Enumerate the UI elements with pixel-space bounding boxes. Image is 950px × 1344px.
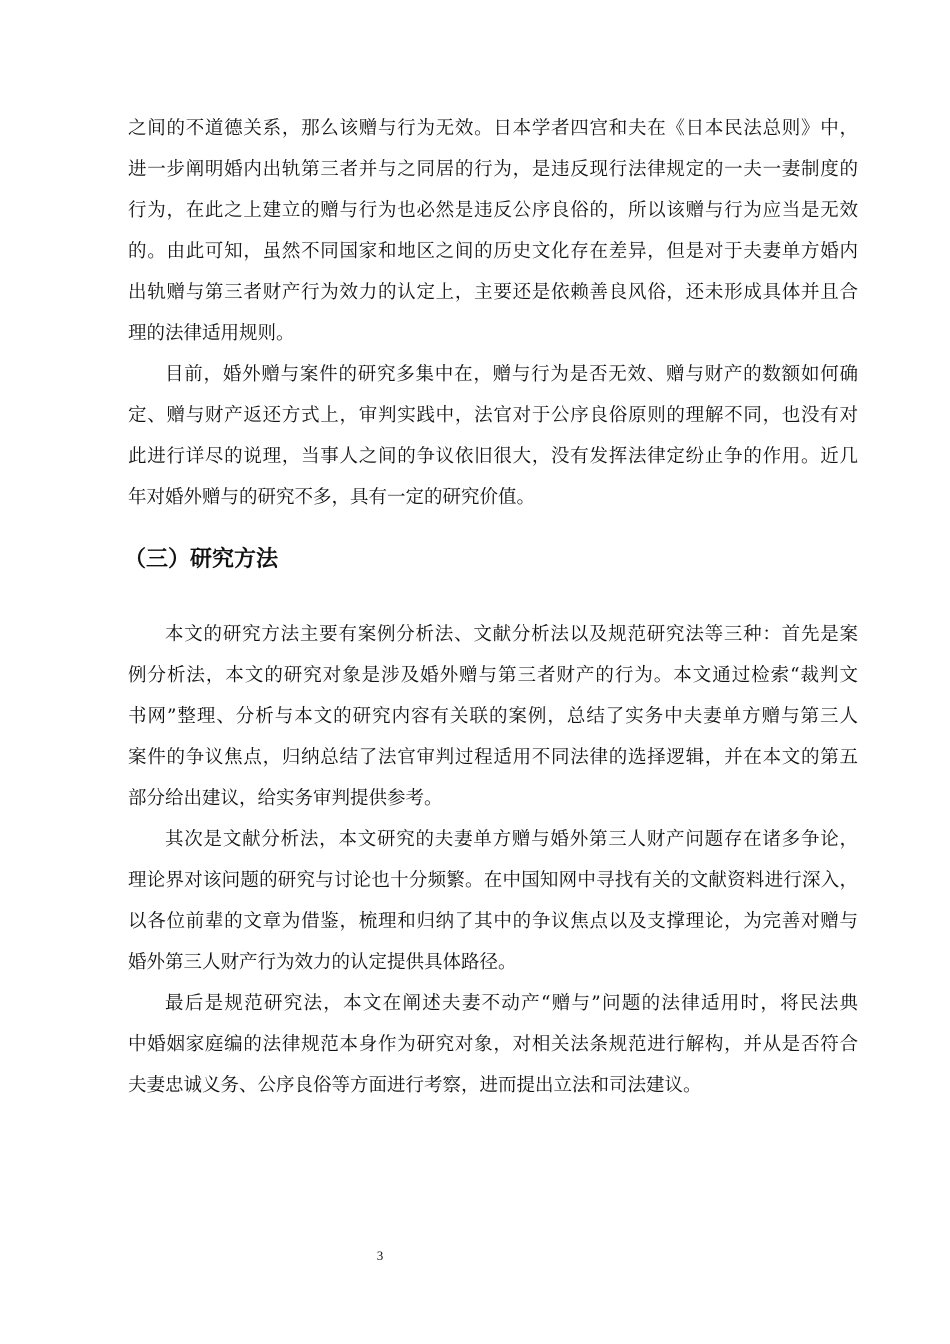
text-line: 部分给出建议，给实务审判提供参考。 bbox=[128, 788, 443, 809]
text-line: 此进行详尽的说理，当事人之间的争议依旧很大，没有发挥法律定纷止争的作用。近几 bbox=[128, 446, 858, 467]
text-line: 目前，婚外赠与案件的研究多集中在，赠与行为是否无效、赠与财产的数额如何确 bbox=[165, 364, 858, 385]
text-line: 进一步阐明婚内出轨第三者并与之同居的行为，是违反现行法律规定的一夫一妻制度的 bbox=[128, 159, 858, 180]
text-line: 的。由此可知，虽然不同国家和地区之间的历史文化存在差异，但是对于夫妻单方婚内 bbox=[128, 241, 858, 262]
text-line: 其次是文献分析法，本文研究的夫妻单方赠与婚外第三人财产问题存在诸多争论， bbox=[165, 829, 858, 850]
text-line: 最后是规范研究法，本文在阐述夫妻不动产“赠与”问题的法律适用时，将民法典 bbox=[165, 993, 858, 1014]
text-line: 中婚姻家庭编的法律规范本身作为研究对象，对相关法条规范进行解构，并从是否符合 bbox=[128, 1034, 858, 1055]
text-line: 婚外第三人财产行为效力的认定提供具体路径。 bbox=[128, 952, 517, 973]
section-heading: （三）研究方法 bbox=[124, 547, 279, 572]
text-line: 案件的争议焦点，归纳总结了法官审判过程适用不同法律的选择逻辑，并在本文的第五 bbox=[128, 747, 858, 768]
paragraph-1 bbox=[128, 108, 858, 354]
paragraph-3 bbox=[128, 614, 858, 819]
paragraph-5 bbox=[128, 983, 858, 1106]
text-line: 年对婚外赠与的研究不多，具有一定的研究价值。 bbox=[128, 487, 536, 508]
text-line: 理论界对该问题的研究与讨论也十分频繁。在中国知网中寻找有关的文献资料进行深入， bbox=[128, 870, 858, 891]
text-line: 以各位前辈的文章为借鉴，梳理和归纳了其中的争议焦点以及支撑理论，为完善对赠与 bbox=[128, 911, 858, 932]
text-line: 本文的研究方法主要有案例分析法、文献分析法以及规范研究法等三种：首先是案 bbox=[165, 624, 858, 645]
text-line: 定、赠与财产返还方式上，审判实践中，法官对于公序良俗原则的理解不同，也没有对 bbox=[128, 405, 858, 426]
text-line: 行为，在此之上建立的赠与行为也必然是违反公序良俗的，所以该赠与行为应当是无效 bbox=[128, 200, 858, 221]
page-number: 3 bbox=[376, 1248, 384, 1263]
paragraph-2 bbox=[128, 354, 858, 518]
text-line: 书网”整理、分析与本文的研究内容有关联的案例，总结了实务中夫妻单方赠与第三人 bbox=[128, 706, 858, 727]
text-line: 例分析法，本文的研究对象是涉及婚外赠与第三者财产的行为。本文通过检索“裁判文 bbox=[128, 665, 858, 686]
text-line: 之间的不道德关系，那么该赠与行为无效。日本学者四宫和夫在《日本民法总则》中， bbox=[128, 118, 858, 139]
paragraph-4 bbox=[128, 819, 858, 983]
text-line: 理的法律适用规则。 bbox=[128, 323, 295, 344]
text-line: 夫妻忠诚义务、公序良俗等方面进行考察，进而提出立法和司法建议。 bbox=[128, 1075, 702, 1096]
text-line: 出轨赠与第三者财产行为效力的认定上，主要还是依赖善良风俗，还未形成具体并且合 bbox=[128, 282, 858, 303]
